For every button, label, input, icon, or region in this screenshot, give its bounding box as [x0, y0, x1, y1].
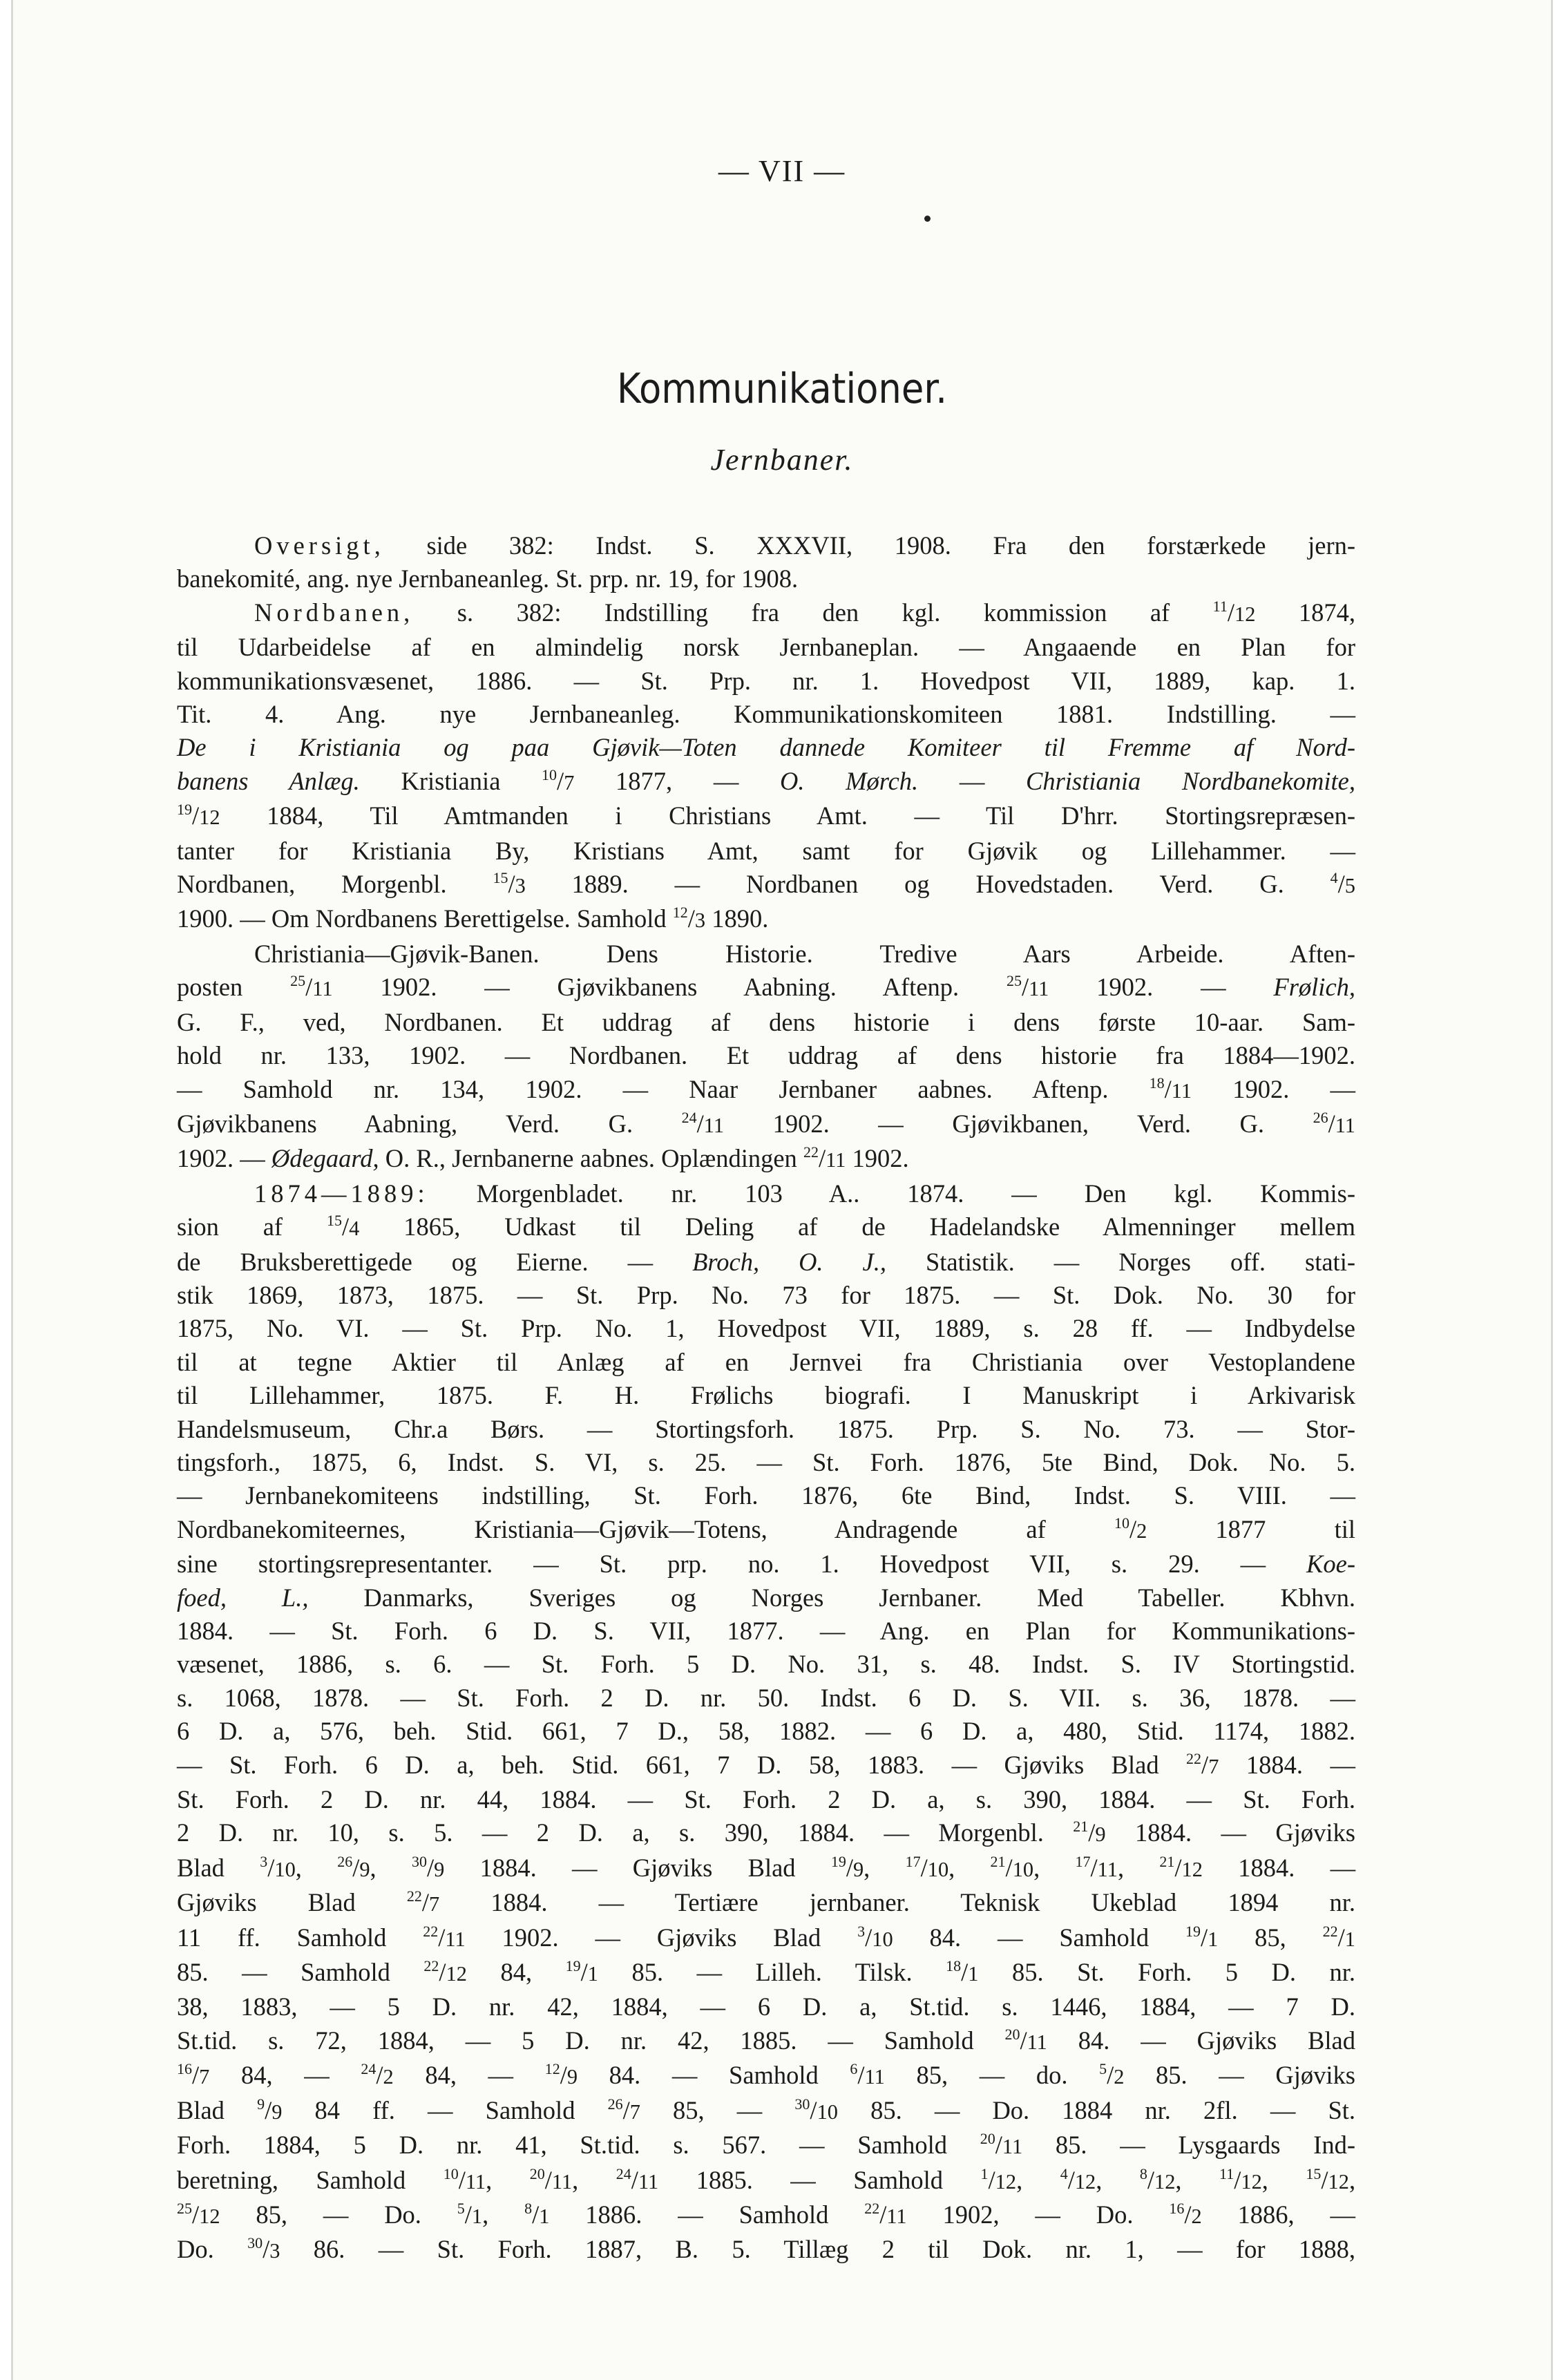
text-line: 2 D. nr. 10, s. 5. — 2 D. a, s. 390, 1884. — Morgenbl. $^{21}$/9 1884. — Gjøviks: [177, 1818, 1355, 1847]
text-line: til Lillehammer, 1875. F. H. Frølichs biografi. I Manuskript i Arkivarisk: [177, 1381, 1355, 1410]
body-text: [177, 529, 1355, 2268]
text-line: s. 1068, 1878. — St. Forh. 2 D. nr. 50. Indst. 6 D. S. VII. s. 36, 1878. —: [177, 1683, 1355, 1712]
text-line: $^{19}$/12 1884, Til Amtmanden i Christians Amt. — Til D'hrr. Stortingsrepræsen-: [177, 801, 1355, 830]
text-line: banens Anlæg. Kristiania $^{10}$/7 1877, — O. Mørch. — Christiania Nordbanekomite,: [177, 765, 1356, 795]
text-line: de Bruksberettigede og Eierne. — Broch, O. J., Statistik. — Norges off. stati-: [177, 1247, 1355, 1276]
text-line: Nordbanen, Morgenbl. $^{15}$/3 1889. — Nordbanen og Hovedstaden. Verd. G. $^4$/5: [177, 869, 1355, 899]
text-line: 85. — Samhold $^{22}$/12 84, $^{19}$/1 85. — Lilleh. Tilsk. $^{18}$/1 85. St. Forh. 5 D. nr.: [177, 1957, 1355, 1987]
page-number: — VII —: [718, 154, 846, 188]
text-line: G. F., ved, Nordbanen. Et uddrag af dens historie i dens første 10-aar. Sam-: [177, 1007, 1355, 1036]
text-line: St. Forh. 2 D. nr. 44, 1884. — St. Forh. 2 D. a, s. 390, 1884. — St. Forh.: [177, 1785, 1355, 1814]
text-line: tingsforh., 1875, 6, Indst. S. VI, s. 25. — St. Forh. 1876, 5te Bind, Dok. No. 5.: [177, 1447, 1355, 1476]
text-line: 1875, No. VI. — St. Prp. No. 1, Hovedpost VII, 1889, s. 28 ff. — Indbydelse: [177, 1314, 1355, 1343]
text-line: Forh. 1884, 5 D. nr. 41, St.tid. s. 567. — Samhold $^{20}$/11 85. — Lysgaards Ind-: [177, 2130, 1355, 2160]
text-line: Handelsmuseum, Chr.a Børs. — Stortingsforh. 1875. Prp. S. No. 73. — Stor-: [177, 1414, 1355, 1443]
text-line: Blad $^3$/10, $^{26}$/9, $^{30}$/9 1884. — Gjøviks Blad $^{19}$/9, $^{17}$/10, $^{21}$/10, $^{17}$/11, $^{21}$/12 1884. —: [177, 1852, 1356, 1882]
paragraph-gjovikbanen: [177, 937, 1355, 1177]
text-line: til Udarbeidelse af en almindelig norsk Jernbaneplan. — Angaaende en Plan for: [177, 633, 1355, 662]
text-line: 38, 1883, — 5 D. nr. 42, 1884, — 6 D. a, St.tid. s. 1446, 1884, — 7 D.: [177, 1992, 1355, 2021]
text-line: Oversigt, side 382: Indst. S. XXXVII, 1908. Fra den forstærkede jern-: [254, 531, 1355, 560]
text-line: — Jernbanekomiteens indstilling, St. Forh. 1876, 6te Bind, Indst. S. VIII. —: [177, 1481, 1355, 1510]
text-line: 6 D. a, 576, beh. Stid. 661, 7 D., 58, 1882. — 6 D. a, 480, Stid. 1174, 1882.: [177, 1717, 1355, 1746]
text-line: til at tegne Aktier til Anlæg af en Jernvei fra Christiania over Vestoplandene: [177, 1347, 1355, 1376]
text-line: Gjøvikbanens Aabning, Verd. G. $^{24}$/11 1902. — Gjøvikbanen, Verd. G. $^{26}$/11: [177, 1108, 1355, 1138]
text-line: Nordbanen, s. 382: Indstilling fra den kgl. kommission af $^{11}$/12 1874,: [254, 597, 1356, 627]
text-line: posten $^{25}$/11 1902. — Gjøvikbanens Aabning. Aftenp. $^{25}$/11 1902. — Frølich,: [177, 972, 1356, 1002]
text-line: St.tid. s. 72, 1884, — 5 D. nr. 42, 1885. — Samhold $^{20}$/11 84. — Gjøviks Blad: [177, 2025, 1355, 2055]
text-line: beretning, Samhold $^{10}$/11, $^{20}$/11, $^{24}$/11 1885. — Samhold $^1$/12, $^4$/12, $^8$/12, $^{11}$/12, $^{15}$/12,: [177, 2164, 1356, 2194]
text-line: Nordbanekomiteernes, Kristiania—Gjøvik—Totens, Andragende af $^{10}$/2 1877 til: [177, 1514, 1355, 1543]
text-line: Do. $^{30}$/3 86. — St. Forh. 1887, B. 5. Tillæg 2 til Dok. nr. 1, — for 1888,: [177, 2234, 1356, 2264]
text-line: foed, L., Danmarks, Sveriges og Norges Jernbaner. Med Tabeller. Kbhvn.: [177, 1583, 1355, 1612]
text-line: — Samhold nr. 134, 1902. — Naar Jernbaner aabnes. Aftenp. $^{18}$/11 1902. —: [177, 1074, 1355, 1103]
ink-speck: [924, 216, 931, 222]
section-subtitle: Jernbaner.: [710, 443, 854, 477]
text-line: Blad $^9$/9 84 ff. — Samhold $^{26}$/7 85, — $^{30}$/10 85. — Do. 1884 nr. 2fl. — St.: [177, 2095, 1356, 2124]
text-line: sine stortingsrepresentanter. — St. prp. no. 1. Hovedpost VII, s. 29. — Koe-: [177, 1550, 1355, 1579]
text-line: Gjøviks Blad $^{22}$/7 1884. — Tertiære jernbaner. Teknisk Ukeblad 1894 nr.: [177, 1887, 1355, 1917]
text-line: 1902. — Ødegaard, O. R., Jernbanerne aabnes. Oplændingen $^{22}$/11 1902.: [177, 1143, 909, 1173]
section-title: Kommunikationer.: [616, 365, 948, 413]
text-line: Christiania—Gjøvik-Banen. Dens Historie. Tredive Aars Arbeide. Aften-: [254, 939, 1355, 968]
text-line: hold nr. 133, 1902. — Nordbanen. Et uddrag af dens historie fra 1884—1902.: [177, 1041, 1355, 1070]
text-line: tanter for Kristiania By, Kristians Amt, samt for Gjøvik og Lillehammer. —: [177, 836, 1355, 865]
text-line: banekomité, ang. nye Jernbaneanleg. St. prp. nr. 19, for 1908.: [177, 564, 799, 593]
text-line: Tit. 4. Ang. nye Jernbaneanleg. Kommunikationskomiteen 1881. Indstilling. —: [177, 700, 1355, 729]
text-line: $^{16}$/7 84, — $^{24}$/2 84, — $^{12}$/9 84. — Samhold $^6$/11 85, — do. $^5$/2 85. — Gjøviks: [177, 2060, 1356, 2090]
text-line: 1900. — Om Nordbanens Berettigelse. Samhold $^{12}$/3 1890.: [177, 904, 769, 933]
text-line: De i Kristiania og paa Gjøvik—Toten dannede Komiteer til Fremme af Nord-: [177, 733, 1355, 762]
paragraph-oversigt: [177, 529, 1355, 596]
paragraph-nordbanen: [177, 596, 1355, 937]
text-line: 1874—1889: Morgenbladet. nr. 103 A.. 1874. — Den kgl. Kommis-: [254, 1179, 1355, 1208]
text-line: sion af $^{15}$/4 1865, Udkast til Deling af de Hadelandske Almenninger mellem: [177, 1212, 1355, 1241]
paragraph-1874-1889: [177, 1177, 1355, 2268]
text-line: — St. Forh. 6 D. a, beh. Stid. 661, 7 D. 58, 1883. — Gjøviks Blad $^{22}$/7 1884. —: [177, 1749, 1355, 1779]
text-line: 11 ff. Samhold $^{22}$/11 1902. — Gjøviks Blad $^3$/10 84. — Samhold $^{19}$/1 85, $^{22}$/1: [177, 1922, 1355, 1952]
text-line: 1884. — St. Forh. 6 D. S. VII, 1877. — Ang. en Plan for Kommunikations-: [177, 1617, 1355, 1645]
text-line: kommunikationsvæsenet, 1886. — St. Prp. nr. 1. Hovedpost VII, 1889, kap. 1.: [177, 666, 1355, 695]
text-line: $^{25}$/12 85, — Do. $^5$/1, $^8$/1 1886. — Samhold $^{22}$/11 1902, — Do. $^{16}$/2 1886, —: [177, 2199, 1355, 2229]
text-line: væsenet, 1886, s. 6. — St. Forh. 5 D. No. 31, s. 48. Indst. S. IV Stortingstid.: [177, 1650, 1355, 1679]
text-line: stik 1869, 1873, 1875. — St. Prp. No. 73 for 1875. — St. Dok. No. 30 for: [177, 1280, 1355, 1309]
